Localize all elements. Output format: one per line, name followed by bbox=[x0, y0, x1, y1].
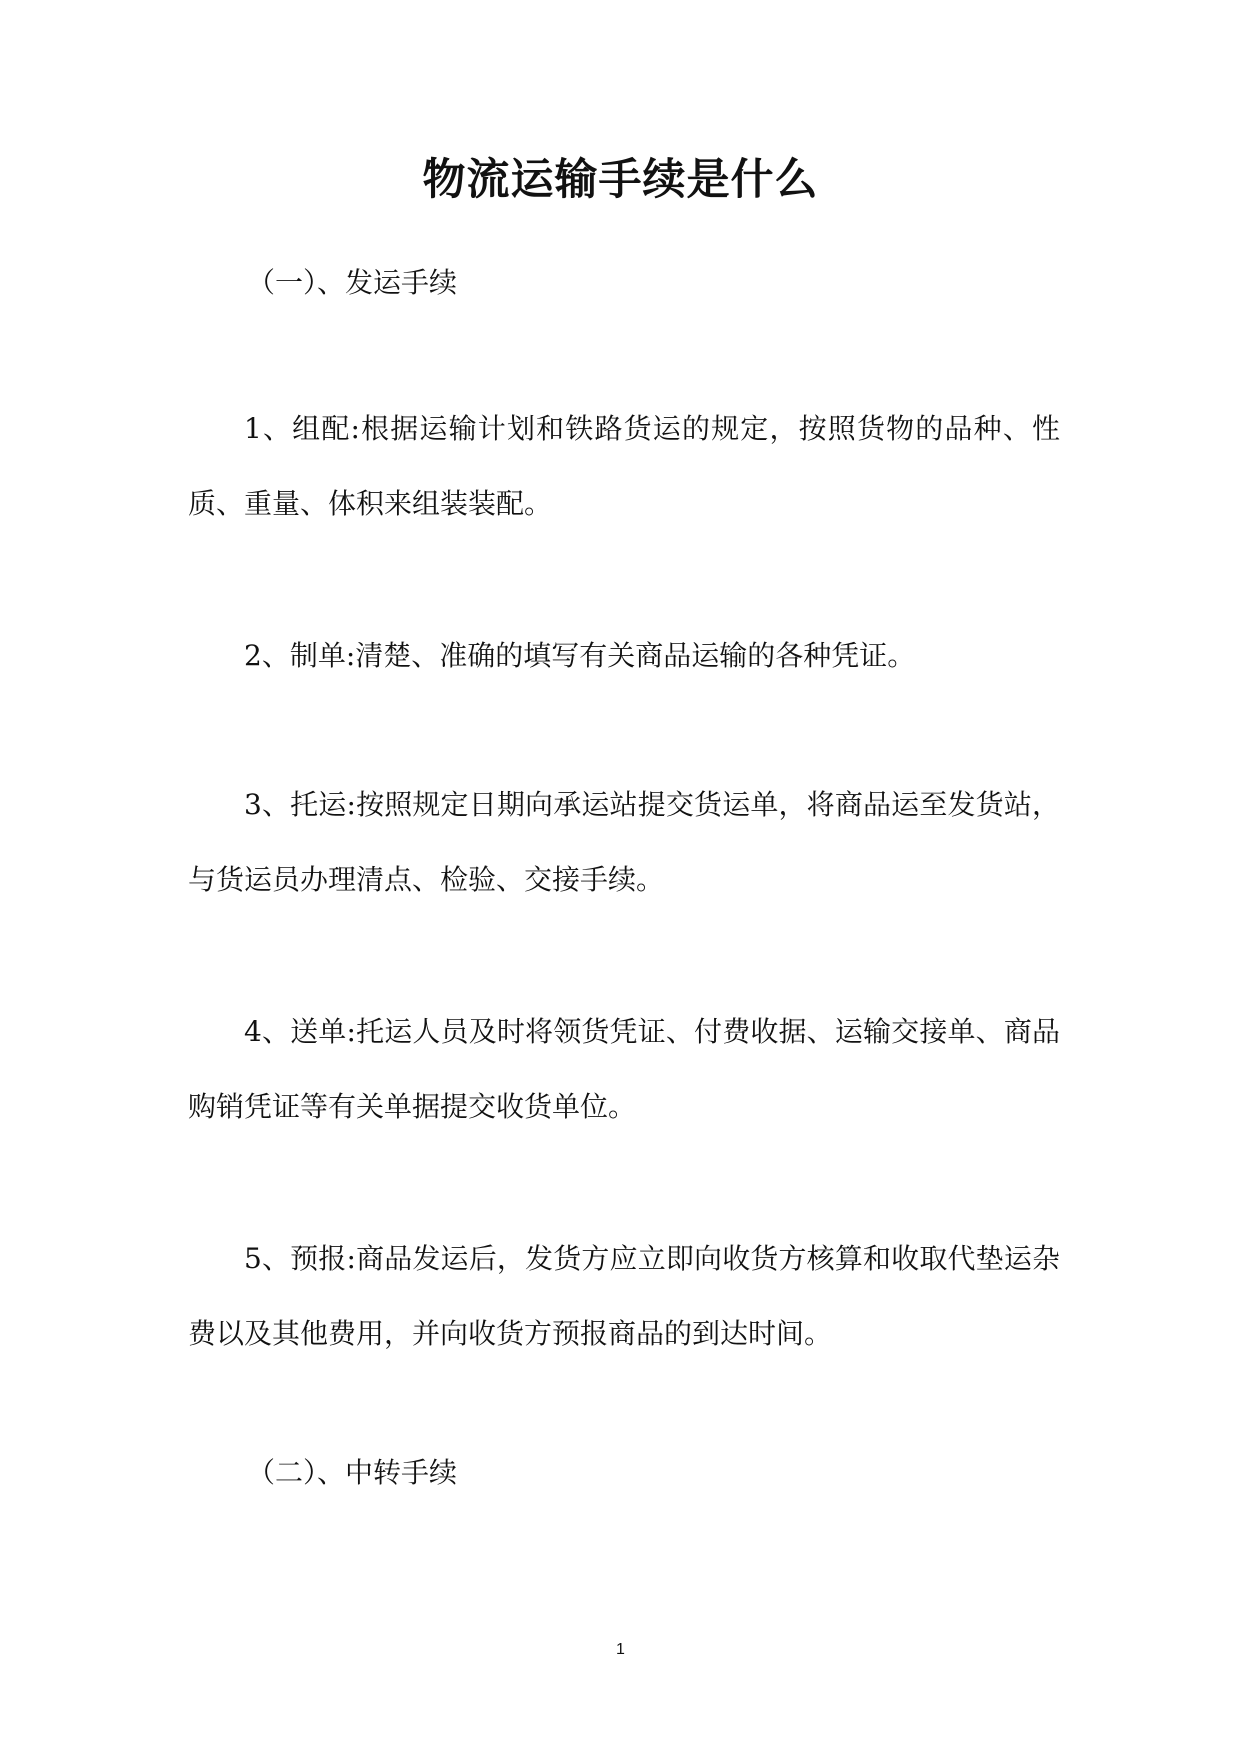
paragraph-item-4: 4、送单:托运人员及时将领货凭证、付费收据、运输交接单、商品购销凭证等有关单据提交收货单位。 bbox=[188, 1015, 1060, 1123]
page-number: 1 bbox=[616, 1641, 625, 1658]
paragraph-item-1: 1、组配:根据运输计划和铁路货运的规定，按照货物的品种、性质、重量、体积来组装装配。 bbox=[188, 412, 1060, 520]
paragraph-item-5: 5、预报:商品发运后，发货方应立即向收货方核算和收取代垫运杂费以及其他费用，并向收货方预报商品的到达时间。 bbox=[188, 1242, 1060, 1350]
section-heading-dispatch: （一）、发运手续 bbox=[247, 266, 458, 299]
paragraph-item-2: 2、制单:清楚、准确的填写有关商品运输的各种凭证。 bbox=[244, 639, 916, 672]
document-title: 物流运输手续是什么 bbox=[422, 155, 819, 205]
paragraph-item-3: 3、托运:按照规定日期向承运站提交货运单，将商品运至发货站，与货运员办理清点、检验、交接手续。 bbox=[188, 788, 1060, 896]
section-heading-transfer: （二）、中转手续 bbox=[247, 1456, 458, 1489]
